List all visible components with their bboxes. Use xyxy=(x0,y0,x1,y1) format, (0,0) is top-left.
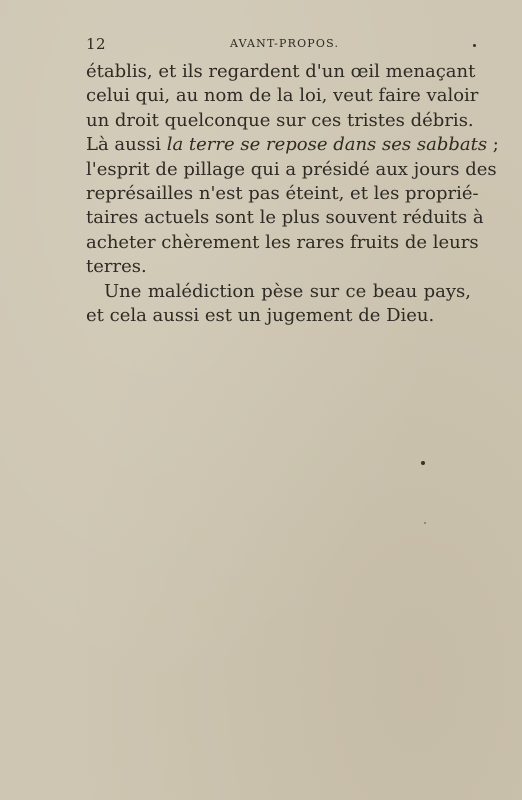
text-line: acheter chèrement les rares fruits de leurs xyxy=(86,231,479,253)
paragraph-2 xyxy=(86,280,471,329)
text-line: Une malédiction pèse sur ce beau pays, xyxy=(104,280,471,302)
page-number: 12 xyxy=(86,35,107,53)
text-line: celui qui, au nom de la loi, veut faire valoir xyxy=(86,85,479,107)
text-line: taires actuels sont le plus souvent réduits à xyxy=(86,207,484,229)
text-line: l'esprit de pillage qui a présidé aux jours des xyxy=(86,158,497,180)
body-text xyxy=(86,60,499,328)
italic-quotation: la terre se repose dans ses sabbats xyxy=(166,134,488,156)
paragraph-1 xyxy=(86,60,499,280)
text-line-with-italic xyxy=(86,133,499,157)
paper-speck xyxy=(421,461,425,465)
text-line: établis, et ils regardent d'un œil menaçant xyxy=(86,61,476,82)
text-run: Là aussi xyxy=(86,134,167,156)
paper-speck xyxy=(473,44,476,47)
running-head: AVANT-PROPOS. xyxy=(230,37,340,50)
text-line: terres. xyxy=(86,256,147,278)
text-line: et cela aussi est un jugement de Dieu. xyxy=(86,304,435,326)
text-run: ; xyxy=(487,134,499,156)
page-header xyxy=(86,35,471,53)
text-line: un droit quelconque sur ces tristes débris. xyxy=(86,109,474,131)
paper-speck xyxy=(424,522,426,524)
text-line: représailles n'est pas éteint, et les proprié- xyxy=(86,182,479,204)
